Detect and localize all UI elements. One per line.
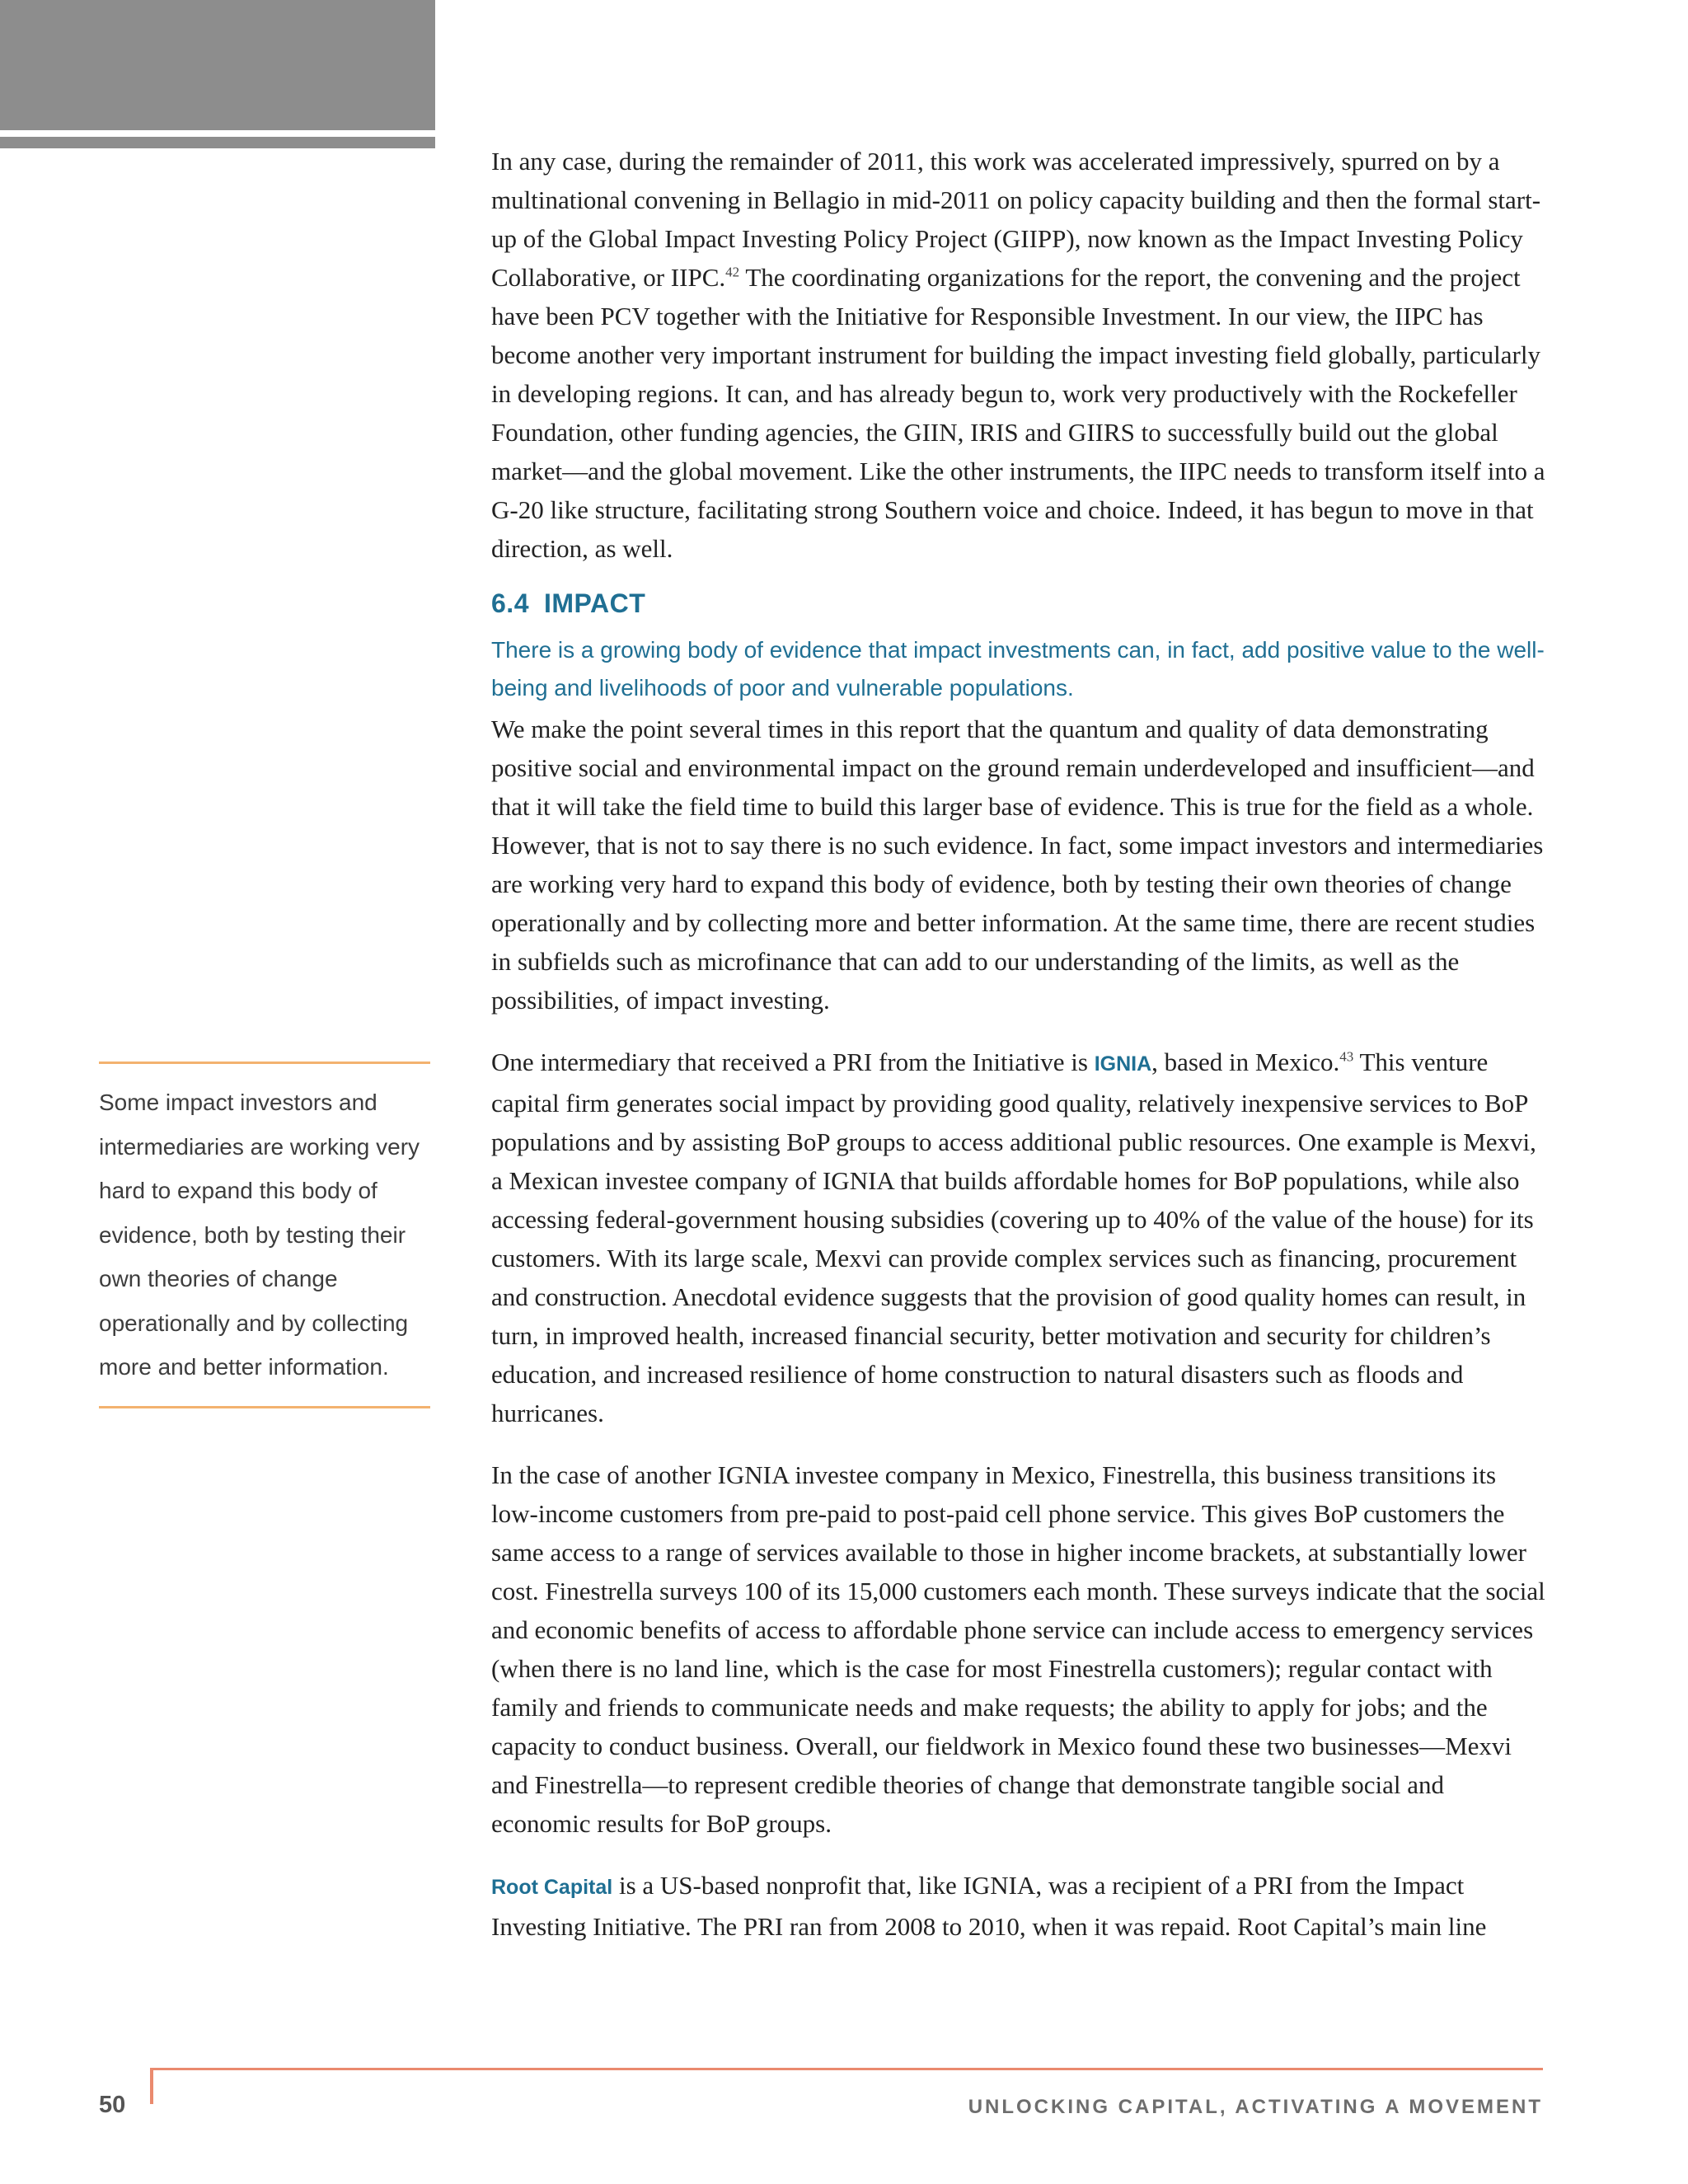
section-title: IMPACT [543, 588, 646, 618]
paragraph-root-capital-text: is a US-based nonprofit that, like IGNIA, was a recipient of a PRI from the Impact Investing Initiative. The PRI ran from 2008 to 2010, when it was repaid. Root Capital’s main line [491, 1871, 1487, 1941]
running-title: UNLOCKING CAPITAL, ACTIVATING A MOVEMENT [968, 2096, 1543, 2118]
paragraph-iipc [491, 142, 1546, 568]
pull-quote-text: Some impact investors and intermediaries are working very hard to expand this body of evidence, both by testing their own theories of change operationally and by collecting more and better information. [99, 1090, 420, 1380]
section-lead: There is a growing body of evidence that impact investments can, in fact, add positive value to the well-being and livelihoods of poor and vulnerable populations. [491, 637, 1545, 701]
paragraph-iipc-text-a: In any case, during the remainder of 2011, this work was accelerated impressively, spurred on by a multinational convening in Bellagio in mid-2011 on policy capacity building and then the formal start-up of the Global Impact Investing Policy Project (GIIPP), now known as the Impact Investing Policy Collaborative, or IIPC. [491, 147, 1541, 292]
paragraph-iipc-text-b: The coordinating organizations for the report, the convening and the project have been PCV together with the Initiative for Responsible Investment. In our view, the IIPC has become another very important instrument for building the impact investing field globally, particularly in developing regions. It can, and has already begun to, work very productively with the Rockefeller Foundation, other funding agencies, the GIIN, IRIS and GIIRS to successfully build out the global market—and the global movement. Like the other instruments, the IIPC needs to transform itself into a G-20 like structure, facilitating strong Southern voice and choice. Indeed, it has begun to move in that direction, as well. [491, 263, 1545, 563]
pull-quote [99, 1062, 430, 1408]
footer-rule-tick [150, 2068, 153, 2104]
paragraph-ignia-text-a: One intermediary that received a PRI from the Initiative is [491, 1047, 1095, 1076]
main-column [491, 142, 1546, 1946]
paragraph-ignia [491, 1043, 1546, 1432]
paragraph-root-capital [491, 1866, 1546, 1946]
org-name-ignia: IGNIA [1094, 1052, 1152, 1076]
header-gray-block [0, 0, 435, 130]
page-number: 50 [99, 2092, 126, 2118]
section-heading [491, 587, 1546, 620]
section-number: 6.4 [491, 588, 529, 618]
header-gray-rule [0, 137, 435, 148]
paragraph-ignia-text-b: , based in Mexico. [1151, 1047, 1340, 1076]
org-name-root-capital: Root Capital [491, 1876, 613, 1899]
footnote-ref-43: 43 [1339, 1048, 1354, 1065]
footnote-ref-42: 42 [725, 264, 740, 280]
paragraph-finestrella: In the case of another IGNIA investee company in Mexico, Finestrella, this business transitions its low-income customers from pre-paid to post-paid cell phone service. This gives BoP customers the same access to a range of services available to those in higher income brackets, at substantially lower cost. Finestrella surveys 100 of its 15,000 customers each month. These surveys indicate that the social and economic benefits of access to affordable phone service can include access to emergency services (when there is no land line, which is the case for most Finestrella customers); regular contact with family and friends to communicate needs and make requests; the ability to apply for jobs; and the capacity to conduct business. Overall, our fieldwork in Mexico found these two businesses—Mexvi and Finestrella—to represent credible theories of change that demonstrate tangible social and economic results for BoP groups. [491, 1460, 1545, 1838]
footer-rule [150, 2068, 1543, 2070]
paragraph-ignia-text-c: This venture capital firm generates social impact by providing good quality, relatively inexpensive services to BoP populations and by assisting BoP groups to access additional public resources. One example is Mexvi, a Mexican investee company of IGNIA that builds affordable homes for BoP populations, while also accessing federal-government housing subsidies (covering up to 40% of the value of the house) for its customers. With its large scale, Mexvi can provide complex services such as financing, procurement and construction. Anecdotal evidence suggests that the provision of good quality homes can result, in turn, in improved health, increased financial security, better motivation and security for children’s education, and increased resilience of home construction to natural disasters such as floods and hurricanes. [491, 1047, 1536, 1427]
paragraph-evidence: We make the point several times in this report that the quantum and quality of data demonstrating positive social and environmental impact on the ground remain underdeveloped and insufficient—and that it will take the field time to build this larger base of evidence. This is true for the field as a whole. However, that is not to say there is no such evidence. In fact, some impact investors and intermediaries are working very hard to expand this body of evidence, both by testing their own theories of change operationally and by collecting more and better information. At the same time, there are recent studies in subfields such as microfinance that can add to our understanding of the limits, as well as the possibilities, of impact investing. [491, 715, 1544, 1015]
